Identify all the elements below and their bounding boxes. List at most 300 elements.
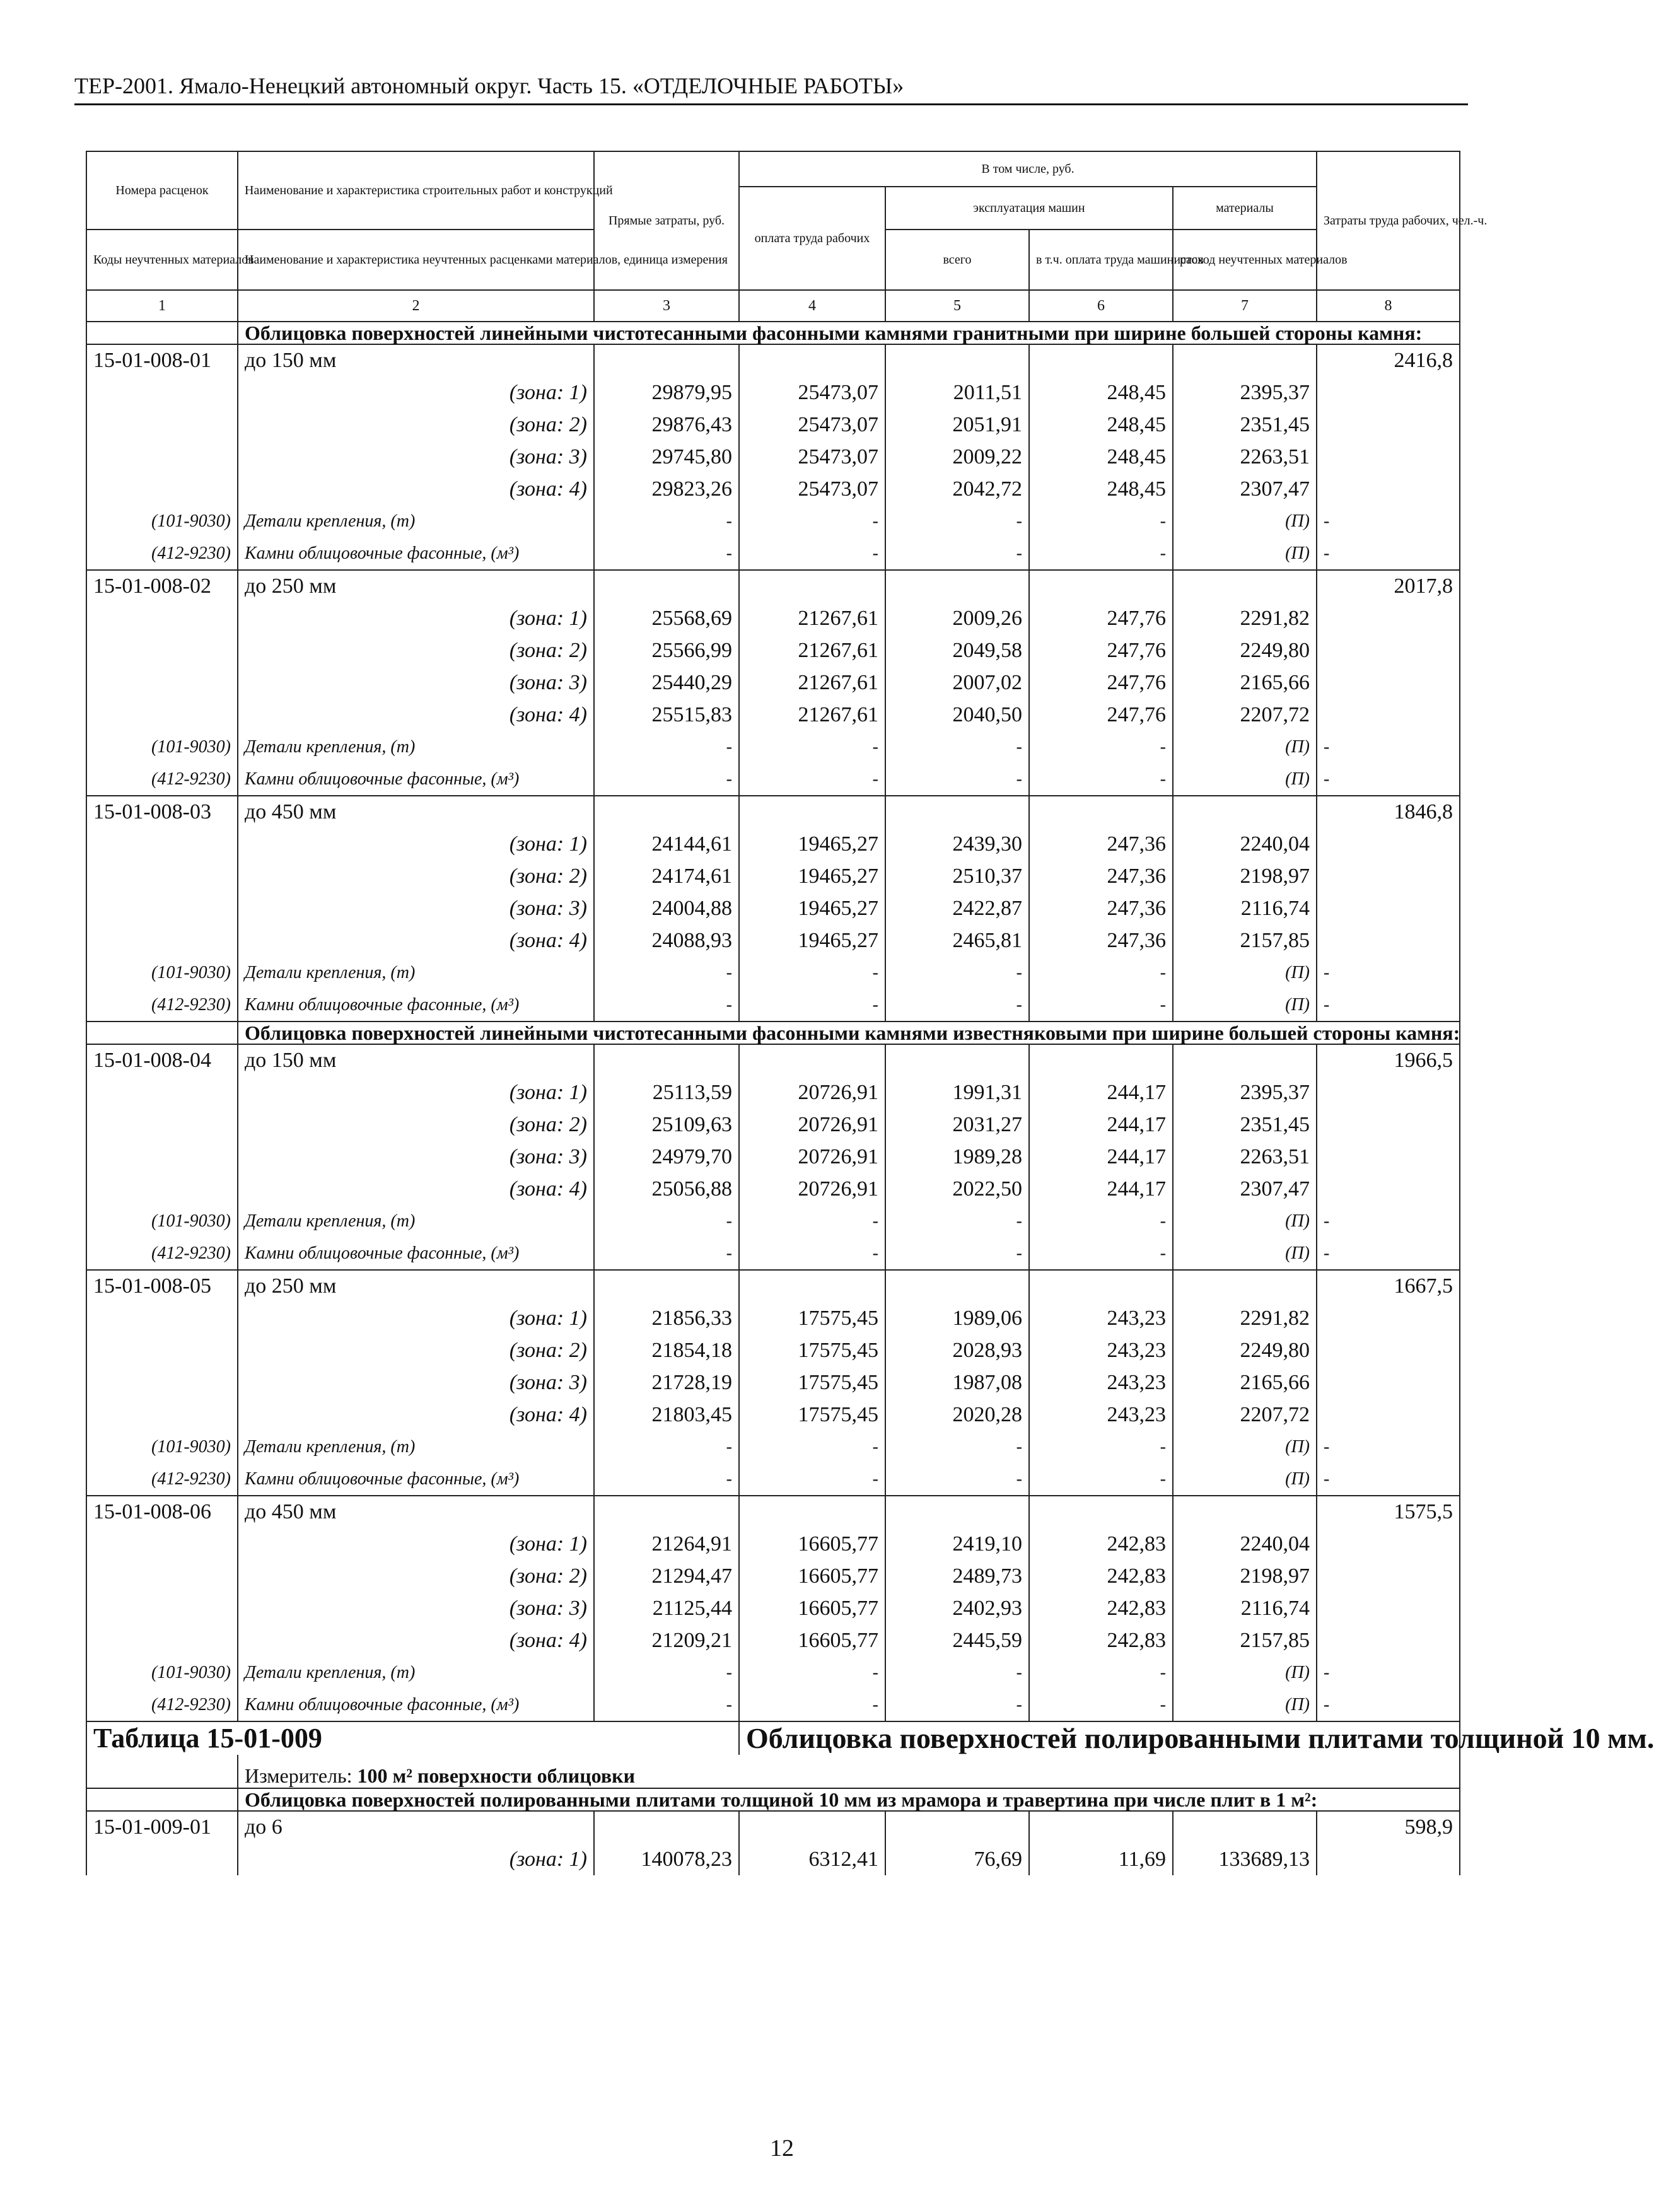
material-p-mark: (П) [1173, 505, 1317, 537]
labor-cost: 1575,5 [1317, 1496, 1460, 1528]
cost-value: 242,83 [1029, 1560, 1173, 1592]
dash-cell: - [1029, 505, 1173, 537]
dash-cell: - [739, 1656, 885, 1689]
cost-value: 20726,91 [739, 1173, 885, 1205]
material-p-mark: (П) [1173, 763, 1317, 796]
cost-value: 17575,45 [739, 1366, 885, 1399]
cost-value: 2465,81 [885, 924, 1029, 957]
cost-value: 2291,82 [1173, 602, 1317, 634]
zone-label: (зона: 1) [238, 1302, 594, 1334]
material-row [86, 1237, 1460, 1270]
empty-cell [86, 667, 238, 699]
material-p-mark: (П) [1173, 1205, 1317, 1237]
zone-label: (зона: 3) [238, 1592, 594, 1624]
empty-cell [1173, 570, 1317, 602]
dash-cell: - [885, 1656, 1029, 1689]
measure-cell [238, 1755, 1460, 1788]
cost-value: 19465,27 [739, 892, 885, 924]
dash-cell: - [1029, 989, 1173, 1022]
cost-value: 244,17 [1029, 1076, 1173, 1109]
dash-cell: - [885, 763, 1029, 796]
dash-cell: - [594, 1205, 739, 1237]
cost-value: 6312,41 [739, 1843, 885, 1875]
zone-row [86, 1592, 1460, 1624]
cost-value: 2116,74 [1173, 1592, 1317, 1624]
col-number: 8 [1317, 290, 1460, 322]
dash-cell: - [1317, 1431, 1460, 1463]
empty-cell [885, 570, 1029, 602]
rate-item-row [86, 1270, 1460, 1302]
empty-cell [594, 796, 739, 828]
dash-cell: - [1029, 1463, 1173, 1496]
empty-cell [86, 1592, 238, 1624]
dash-cell: - [1029, 537, 1173, 570]
col-number: 6 [1029, 290, 1173, 322]
zone-row [86, 1302, 1460, 1334]
material-name: Камни облицовочные фасонные, (м³) [238, 1689, 594, 1721]
dash-cell: - [594, 1431, 739, 1463]
empty-cell [1029, 344, 1173, 376]
cost-value: 21267,61 [739, 602, 885, 634]
cost-value: 2207,72 [1173, 1399, 1317, 1431]
empty-cell [1317, 1109, 1460, 1141]
empty-cell [739, 1496, 885, 1528]
cost-value: 2307,47 [1173, 1173, 1317, 1205]
cost-value: 21854,18 [594, 1334, 739, 1366]
material-row [86, 763, 1460, 796]
zone-label: (зона: 4) [238, 473, 594, 505]
rate-code: 15-01-008-05 [86, 1270, 238, 1302]
empty-cell [86, 473, 238, 505]
dash-cell: - [885, 1463, 1029, 1496]
table-number: Таблица 15-01-009 [86, 1721, 739, 1755]
empty-cell [86, 1755, 238, 1788]
zone-label: (зона: 2) [238, 409, 594, 441]
dash-cell: - [739, 989, 885, 1022]
material-p-mark: (П) [1173, 1237, 1317, 1270]
cost-value: 2165,66 [1173, 1366, 1317, 1399]
cost-value: 2020,28 [885, 1399, 1029, 1431]
section-spacer [86, 1022, 238, 1044]
cost-value: 248,45 [1029, 473, 1173, 505]
empty-cell [594, 344, 739, 376]
zone-label: (зона: 3) [238, 1141, 594, 1173]
dash-cell: - [1317, 1237, 1460, 1270]
cost-value: 1987,08 [885, 1366, 1029, 1399]
empty-cell [1317, 441, 1460, 473]
section-title: Облицовка поверхностей линейными чистотесанными фасонными камнями гранитными при ширине большей стороны камня: [238, 322, 1460, 344]
dash-cell: - [739, 1463, 885, 1496]
dash-cell: - [594, 1656, 739, 1689]
zone-row [86, 667, 1460, 699]
zone-label: (зона: 2) [238, 1109, 594, 1141]
empty-cell [594, 1270, 739, 1302]
material-code: (412-9230) [86, 1463, 238, 1496]
cost-value: 242,83 [1029, 1528, 1173, 1560]
zone-row [86, 441, 1460, 473]
rate-name: до 6 [238, 1811, 594, 1843]
empty-cell [1317, 1366, 1460, 1399]
empty-cell [594, 1044, 739, 1076]
material-p-mark: (П) [1173, 1689, 1317, 1721]
cost-value: 2439,30 [885, 828, 1029, 860]
dash-cell: - [885, 537, 1029, 570]
header-materials: материалы [1173, 187, 1317, 230]
zone-row [86, 1843, 1460, 1875]
material-code: (412-9230) [86, 1237, 238, 1270]
empty-cell [86, 1302, 238, 1334]
cost-value: 244,17 [1029, 1141, 1173, 1173]
cost-value: 248,45 [1029, 441, 1173, 473]
cost-value: 25568,69 [594, 602, 739, 634]
cost-value: 2007,02 [885, 667, 1029, 699]
cost-value: 2009,26 [885, 602, 1029, 634]
labor-cost: 1846,8 [1317, 796, 1460, 828]
table-title: Облицовка поверхностей полированными плитами толщиной 10 мм. [739, 1721, 1460, 1755]
dash-cell: - [885, 989, 1029, 1022]
cost-value: 2291,82 [1173, 1302, 1317, 1334]
empty-cell [86, 1560, 238, 1592]
col-number: 7 [1173, 290, 1317, 322]
material-p-mark: (П) [1173, 1656, 1317, 1689]
material-name: Детали крепления, (т) [238, 957, 594, 989]
cost-value: 2157,85 [1173, 924, 1317, 957]
dash-cell: - [594, 1237, 739, 1270]
dash-cell: - [594, 537, 739, 570]
zone-label: (зона: 2) [238, 1334, 594, 1366]
material-name: Камни облицовочные фасонные, (м³) [238, 1463, 594, 1496]
zone-row [86, 699, 1460, 731]
material-code: (101-9030) [86, 505, 238, 537]
dash-cell: - [739, 731, 885, 763]
cost-value: 25473,07 [739, 441, 885, 473]
rate-item-row [86, 1811, 1460, 1843]
rate-item-row [86, 796, 1460, 828]
dash-cell: - [594, 1463, 739, 1496]
dash-cell: - [1029, 1431, 1173, 1463]
dash-cell: - [1029, 1205, 1173, 1237]
cost-value: 16605,77 [739, 1592, 885, 1624]
cost-value: 1989,06 [885, 1302, 1029, 1334]
zone-label: (зона: 3) [238, 1366, 594, 1399]
zone-label: (зона: 2) [238, 1560, 594, 1592]
empty-cell [1029, 1811, 1173, 1843]
zone-row [86, 828, 1460, 860]
material-row [86, 1656, 1460, 1689]
zone-label: (зона: 1) [238, 376, 594, 409]
empty-cell [1173, 1496, 1317, 1528]
cost-value: 25473,07 [739, 376, 885, 409]
empty-cell [86, 1399, 238, 1431]
cost-value: 29823,26 [594, 473, 739, 505]
cost-value: 2042,72 [885, 473, 1029, 505]
empty-cell [885, 1496, 1029, 1528]
cost-value: 242,83 [1029, 1624, 1173, 1656]
material-p-mark: (П) [1173, 1431, 1317, 1463]
cost-value: 2240,04 [1173, 1528, 1317, 1560]
material-code: (412-9230) [86, 1689, 238, 1721]
dash-cell: - [1317, 1656, 1460, 1689]
empty-cell [1317, 667, 1460, 699]
cost-value: 21803,45 [594, 1399, 739, 1431]
cost-value: 25056,88 [594, 1173, 739, 1205]
cost-value: 247,76 [1029, 602, 1173, 634]
zone-row [86, 1560, 1460, 1592]
empty-cell [1317, 1334, 1460, 1366]
empty-cell [1317, 860, 1460, 892]
cost-value: 29879,95 [594, 376, 739, 409]
cost-value: 17575,45 [739, 1334, 885, 1366]
cost-value: 20726,91 [739, 1076, 885, 1109]
measure-prefix: Измеритель: [245, 1764, 352, 1787]
cost-value: 16605,77 [739, 1624, 885, 1656]
empty-cell [86, 1109, 238, 1141]
cost-value: 247,76 [1029, 634, 1173, 667]
dash-cell: - [1317, 505, 1460, 537]
empty-cell [86, 1366, 238, 1399]
cost-value: 2263,51 [1173, 441, 1317, 473]
cost-value: 2395,37 [1173, 376, 1317, 409]
cost-value: 21125,44 [594, 1592, 739, 1624]
cost-value: 21728,19 [594, 1366, 739, 1399]
cost-value: 2489,73 [885, 1560, 1029, 1592]
empty-cell [1317, 924, 1460, 957]
labor-cost: 1966,5 [1317, 1044, 1460, 1076]
section-spacer [86, 1788, 238, 1811]
empty-cell [86, 409, 238, 441]
cost-value: 25566,99 [594, 634, 739, 667]
rate-code: 15-01-008-04 [86, 1044, 238, 1076]
rate-item-row [86, 570, 1460, 602]
material-code: (101-9030) [86, 1205, 238, 1237]
empty-cell [739, 570, 885, 602]
material-name: Детали крепления, (т) [238, 1656, 594, 1689]
cost-value: 248,45 [1029, 409, 1173, 441]
zone-row [86, 1076, 1460, 1109]
cost-value: 243,23 [1029, 1366, 1173, 1399]
dash-cell: - [1029, 957, 1173, 989]
zone-row [86, 1528, 1460, 1560]
dash-cell: - [1317, 763, 1460, 796]
dash-cell: - [885, 1237, 1029, 1270]
rate-name: до 450 мм [238, 1496, 594, 1528]
labor-cost: 2416,8 [1317, 344, 1460, 376]
measure-row [86, 1755, 1460, 1788]
zone-row [86, 1366, 1460, 1399]
header-labor-costs: Затраты труда рабочих, чел.-ч. [1317, 151, 1460, 290]
cost-value: 25515,83 [594, 699, 739, 731]
empty-cell [86, 376, 238, 409]
dash-cell: - [1317, 1205, 1460, 1237]
empty-cell [885, 1270, 1029, 1302]
empty-cell [1029, 1044, 1173, 1076]
empty-cell [1317, 1173, 1460, 1205]
cost-value: 17575,45 [739, 1399, 885, 1431]
cost-value: 21267,61 [739, 699, 885, 731]
empty-cell [86, 1843, 238, 1875]
cost-value: 16605,77 [739, 1528, 885, 1560]
material-name: Камни облицовочные фасонные, (м³) [238, 989, 594, 1022]
cost-value: 17575,45 [739, 1302, 885, 1334]
zone-label: (зона: 3) [238, 667, 594, 699]
zone-row [86, 1624, 1460, 1656]
rate-item-row [86, 344, 1460, 376]
zone-row [86, 1109, 1460, 1141]
material-name: Детали крепления, (т) [238, 1431, 594, 1463]
dash-cell: - [885, 505, 1029, 537]
cost-value: 25109,63 [594, 1109, 739, 1141]
cost-value: 24979,70 [594, 1141, 739, 1173]
cost-value: 2263,51 [1173, 1141, 1317, 1173]
cost-value: 2049,58 [885, 634, 1029, 667]
cost-value: 2009,22 [885, 441, 1029, 473]
cost-value: 2198,97 [1173, 860, 1317, 892]
section-title: Облицовка поверхностей линейными чистотесанными фасонными камнями известняковыми при ширине большей стороны камня: [238, 1022, 1460, 1044]
dash-cell: - [1317, 989, 1460, 1022]
material-code: (412-9230) [86, 763, 238, 796]
dash-cell: - [739, 505, 885, 537]
cost-value: 247,36 [1029, 924, 1173, 957]
cost-value: 20726,91 [739, 1109, 885, 1141]
empty-cell [739, 796, 885, 828]
cost-value: 21856,33 [594, 1302, 739, 1334]
zone-label: (зона: 4) [238, 699, 594, 731]
cost-value: 2165,66 [1173, 667, 1317, 699]
rates-table [86, 151, 1654, 1875]
cost-value: 243,23 [1029, 1334, 1173, 1366]
material-name: Детали крепления, (т) [238, 731, 594, 763]
empty-cell [1317, 1528, 1460, 1560]
cost-value: 243,23 [1029, 1399, 1173, 1431]
zone-row [86, 1399, 1460, 1431]
zone-label: (зона: 4) [238, 1399, 594, 1431]
cost-value: 1989,28 [885, 1141, 1029, 1173]
cost-value: 19465,27 [739, 828, 885, 860]
cost-value: 21267,61 [739, 634, 885, 667]
empty-cell [739, 1270, 885, 1302]
dash-cell: - [1317, 731, 1460, 763]
empty-cell [1317, 1076, 1460, 1109]
empty-cell [1317, 473, 1460, 505]
page-number: 12 [770, 2135, 794, 2162]
empty-cell [1317, 1843, 1460, 1875]
zone-row [86, 602, 1460, 634]
dash-cell: - [1029, 1689, 1173, 1721]
cost-value: 247,76 [1029, 667, 1173, 699]
cost-value: 244,17 [1029, 1109, 1173, 1141]
rate-item-row [86, 1044, 1460, 1076]
zone-row [86, 376, 1460, 409]
empty-cell [86, 1334, 238, 1366]
dash-cell: - [885, 1431, 1029, 1463]
material-row [86, 537, 1460, 570]
cost-value: 76,69 [885, 1843, 1029, 1875]
cost-value: 247,36 [1029, 860, 1173, 892]
empty-cell [86, 1076, 238, 1109]
cost-value: 24004,88 [594, 892, 739, 924]
empty-cell [594, 1811, 739, 1843]
material-code: (412-9230) [86, 989, 238, 1022]
rate-name: до 450 мм [238, 796, 594, 828]
cost-value: 29876,43 [594, 409, 739, 441]
cost-value: 2249,80 [1173, 1334, 1317, 1366]
header-unacc-mat: расход неучтенных материалов [1173, 230, 1317, 290]
cost-value: 21267,61 [739, 667, 885, 699]
zone-label: (зона: 1) [238, 1076, 594, 1109]
empty-cell [86, 634, 238, 667]
cost-value: 2011,51 [885, 376, 1029, 409]
zone-row [86, 860, 1460, 892]
cost-value: 2240,04 [1173, 828, 1317, 860]
empty-cell [1029, 570, 1173, 602]
dash-cell: - [739, 1431, 885, 1463]
material-code: (101-9030) [86, 1431, 238, 1463]
material-row [86, 1205, 1460, 1237]
dash-cell: - [739, 1689, 885, 1721]
header-direct-costs: Прямые затраты, руб. [594, 151, 739, 290]
cost-value: 24088,93 [594, 924, 739, 957]
cost-value: 247,36 [1029, 892, 1173, 924]
dash-cell: - [739, 537, 885, 570]
material-row [86, 505, 1460, 537]
cost-value: 19465,27 [739, 860, 885, 892]
empty-cell [1317, 1302, 1460, 1334]
header-work-name: Наименование и характеристика строительных работ и конструкций [238, 151, 594, 230]
dash-cell: - [1029, 1656, 1173, 1689]
cost-value: 248,45 [1029, 376, 1173, 409]
running-header: ТЕР-2001. Ямало-Ненецкий автономный округ. Часть 15. «ОТДЕЛОЧНЫЕ РАБОТЫ» [74, 72, 1468, 105]
empty-cell [1317, 1560, 1460, 1592]
dash-cell: - [1029, 1237, 1173, 1270]
empty-cell [86, 441, 238, 473]
cost-value: 2051,91 [885, 409, 1029, 441]
empty-cell [739, 1811, 885, 1843]
header-rate-numbers: Номера расценок [86, 151, 238, 230]
cost-value: 2249,80 [1173, 634, 1317, 667]
header-mat-names: Наименование и характеристика неучтенных расценками материалов, единица измерения [238, 230, 594, 290]
section-spacer [86, 322, 238, 344]
cost-value: 2022,50 [885, 1173, 1029, 1205]
empty-cell [86, 602, 238, 634]
empty-cell [1317, 1624, 1460, 1656]
empty-cell [1317, 409, 1460, 441]
empty-cell [885, 796, 1029, 828]
dash-cell: - [594, 731, 739, 763]
empty-cell [86, 860, 238, 892]
header-including: В том числе, руб. [739, 151, 1317, 187]
section-title-row [86, 322, 1460, 344]
zone-label: (зона: 3) [238, 441, 594, 473]
dash-cell: - [739, 763, 885, 796]
cost-value: 133689,13 [1173, 1843, 1317, 1875]
cost-value: 2307,47 [1173, 473, 1317, 505]
material-code: (101-9030) [86, 957, 238, 989]
empty-cell [86, 1173, 238, 1205]
cost-value: 24174,61 [594, 860, 739, 892]
zone-row [86, 1334, 1460, 1366]
dash-cell: - [1317, 1463, 1460, 1496]
zone-label: (зона: 3) [238, 892, 594, 924]
empty-cell [1173, 796, 1317, 828]
rate-name: до 250 мм [238, 570, 594, 602]
zone-row [86, 409, 1460, 441]
cost-value: 2445,59 [885, 1624, 1029, 1656]
material-code: (101-9030) [86, 1656, 238, 1689]
zone-row [86, 473, 1460, 505]
section-title-row [86, 1788, 1460, 1811]
empty-cell [86, 924, 238, 957]
dash-cell: - [885, 1205, 1029, 1237]
